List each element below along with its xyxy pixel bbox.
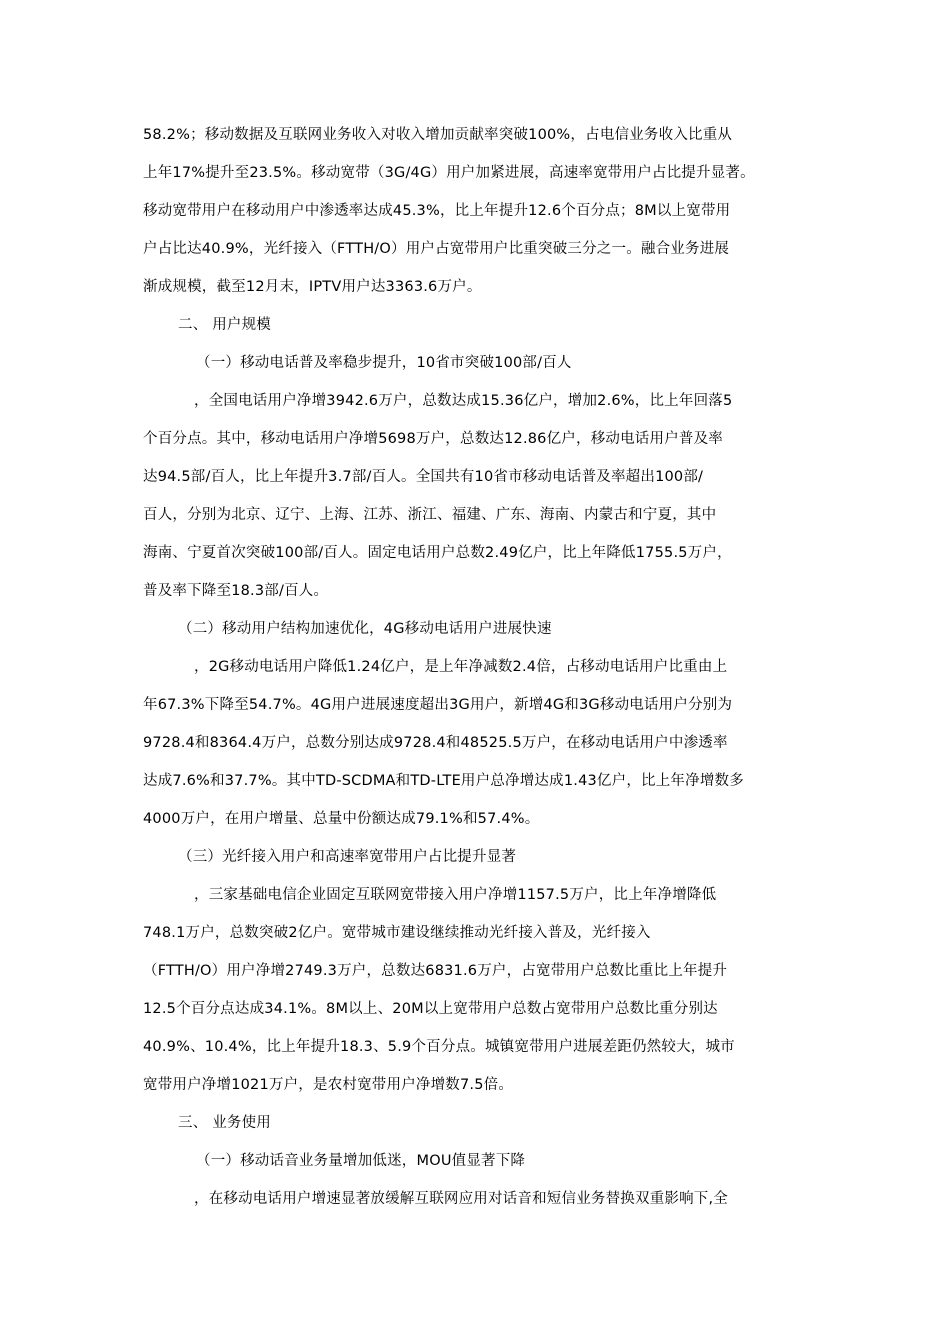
text-line: 9728.4和8364.4万户，总数分别达成9728.4和48525.5万户，在移动电话用户中渗透率	[143, 735, 728, 751]
text-line: ，全国电话用户净增3942.6万户，总数达成15.36亿户，增加2.6%，比上年回落5	[194, 393, 733, 409]
subsection-heading: （三）光纤接入用户和高速率宽带用户占比提升显著	[178, 849, 517, 865]
text-line: 普及率下降至18.3部/百人。	[143, 583, 329, 599]
text-line: 宽带用户净增1021万户，是农村宽带用户净增数7.5倍。	[143, 1077, 514, 1093]
text-line: 移动宽带用户在移动用户中渗透率达成45.3%，比上年提升12.6个百分点；8M以上宽带用	[143, 203, 731, 219]
text-line: 渐成规模，截至12月末，IPTV用户达3363.6万户。	[143, 279, 482, 295]
text-line: 上年17%提升至23.5%。移动宽带（3G/4G）用户加紧进展，高速率宽带用户占比提升显著。	[143, 165, 755, 181]
text-line: ，在移动电话用户增速显著放缓解互联网应用对话音和短信业务替换双重影响下,全	[194, 1191, 729, 1207]
text-line: 12.5个百分点达成34.1%。8M以上、20M以上宽带用户总数占宽带用户总数比重分别达	[143, 1001, 718, 1017]
text-line: 百人，分别为北京、辽宁、上海、江苏、浙江、福建、广东、海南、内蒙古和宁夏，其中	[143, 507, 717, 523]
text-line: 58.2%；移动数据及互联网业务收入对收入增加贡献率突破100%，占电信业务收入比重从	[143, 127, 733, 143]
subsection-heading: （一）移动话音业务量增加低迷，MOU值显著下降	[196, 1153, 526, 1169]
text-line: ，三家基础电信企业固定互联网宽带接入用户净增1157.5万户，比上年净增降低	[194, 887, 717, 903]
text-line: 个百分点。其中，移动电话用户净增5698万户，总数达12.86亿户，移动电话用户普及率	[143, 431, 724, 447]
text-line: （FTTH/O）用户净增2749.3万户，总数达6831.6万户，占宽带用户总数比重比上年提升	[143, 963, 728, 979]
text-line: 海南、宁夏首次突破100部/百人。固定电话用户总数2.49亿户，比上年降低1755.5万户，	[143, 545, 732, 561]
subsection-heading: （二）移动用户结构加速优化，4G移动电话用户进展快速	[178, 621, 552, 637]
text-line: ，2G移动电话用户降低1.24亿户，是上年净减数2.4倍，占移动电话用户比重由上	[194, 659, 728, 675]
section-heading: 二、 用户规模	[178, 317, 272, 333]
text-line: 748.1万户，总数突破2亿户。宽带城市建设继续推动光纤接入普及，光纤接入	[143, 925, 651, 941]
text-line: 达成7.6%和37.7%。其中TD-SCDMA和TD-LTE用户总净增达成1.43亿户，比上年净增数多	[143, 773, 744, 789]
text-line: 4000万户，在用户增量、总量中份额达成79.1%和57.4%。	[143, 811, 540, 827]
text-line: 年67.3%下降至54.7%。4G用户进展速度超出3G用户，新增4G和3G移动电话用户分别为	[143, 697, 733, 713]
subsection-heading: （一）移动电话普及率稳步提升，10省市突破100部/百人	[196, 355, 572, 371]
text-line: 达94.5部/百人，比上年提升3.7部/百人。全国共有10省市移动电话普及率超出100部/	[143, 469, 704, 485]
text-line: 40.9%、10.4%，比上年提升18.3、5.9个百分点。城镇宽带用户进展差距仍然较大，城市	[143, 1039, 735, 1055]
text-line: 户占比达40.9%，光纤接入（FTTH/O）用户占宽带用户比重突破三分之一。融合业务进展	[143, 241, 730, 257]
section-heading: 三、 业务使用	[178, 1115, 272, 1131]
